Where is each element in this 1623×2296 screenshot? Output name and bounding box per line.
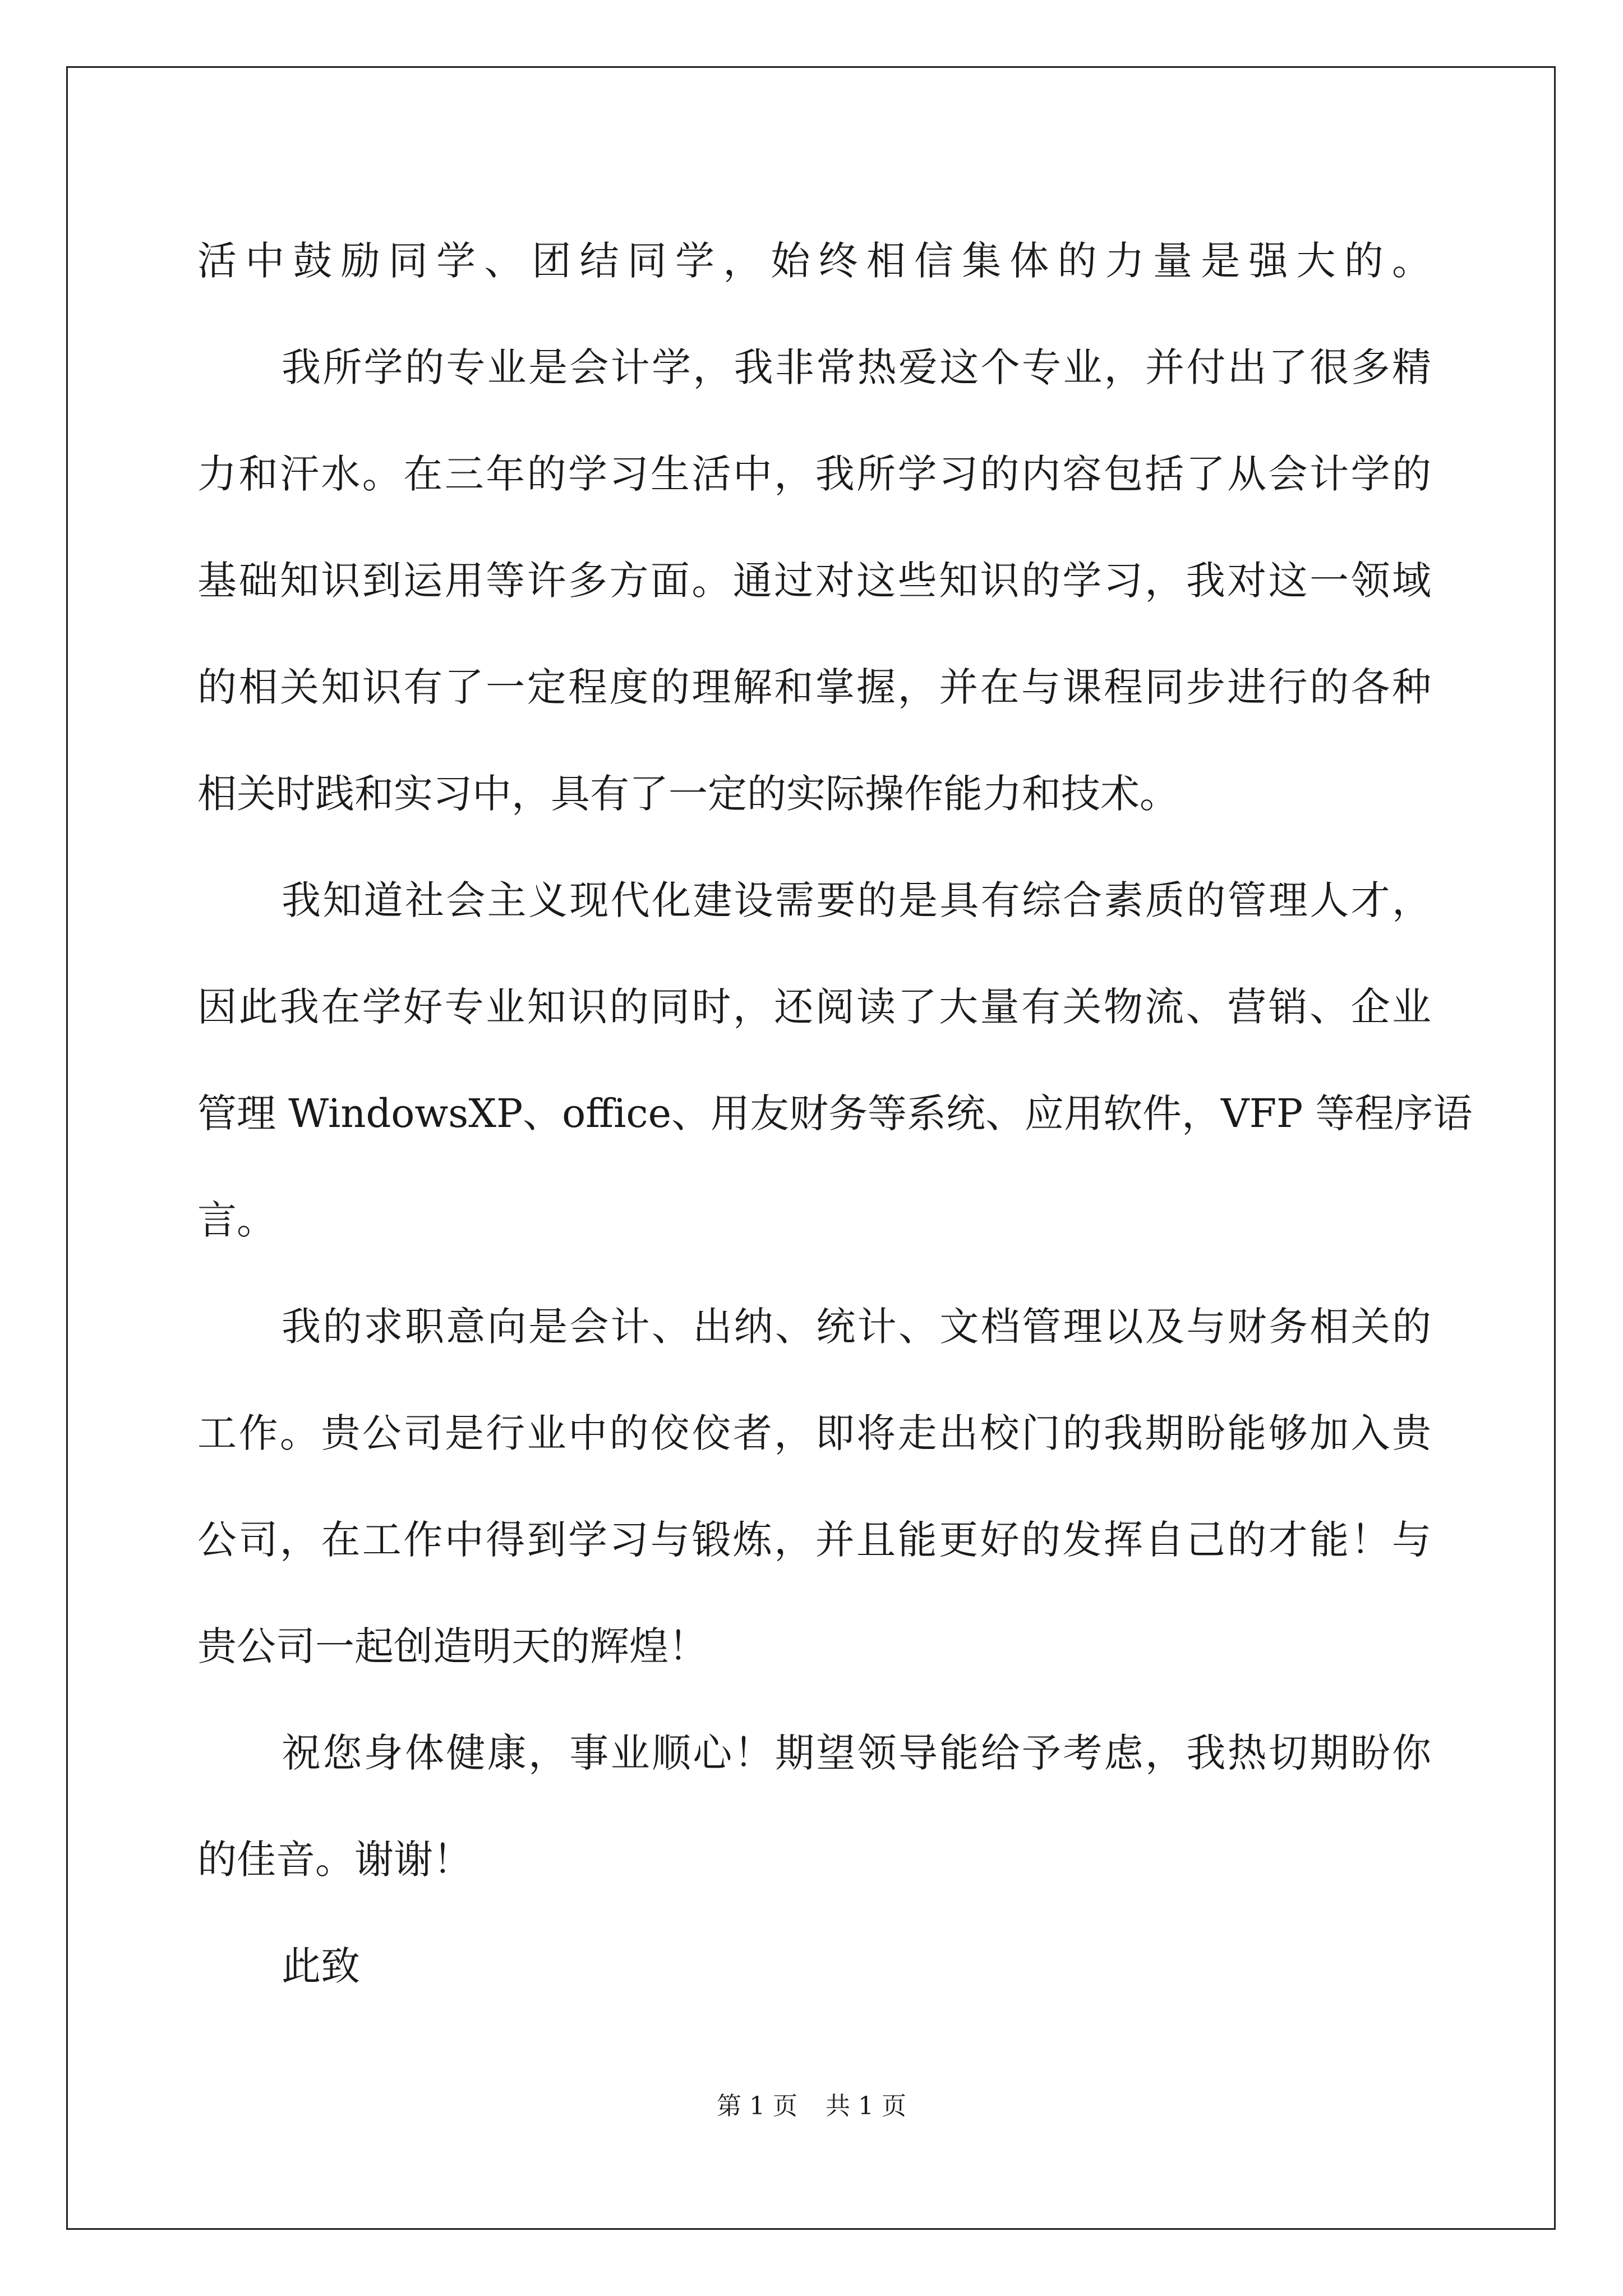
text-line: 活中鼓励同学、团结同学，始终相信集体的力量是强大的。 [197,238,1431,284]
text-line: 因此我在学好专业知识的同时，还阅读了大量有关物流、营销、企业 [197,984,1431,1030]
text-line: 工作。贵公司是行业中的佼佼者，即将走出校门的我期盼能够加入贵 [197,1410,1431,1456]
text-line: 我所学的专业是会计学，我非常热爱这个专业，并付出了很多精 [282,344,1431,390]
page-footer [0,2090,1623,2123]
text-line: 我的求职意向是会计、出纳、统计、文档管理以及与财务相关的 [282,1304,1431,1350]
closing-line: 此致 [282,1943,360,1989]
text-line: 我知道社会主义现代化建设需要的是具有综合素质的管理人才， [282,877,1431,923]
text-line: 力和汗水。在三年的学习生活中，我所学习的内容包括了从会计学的 [197,451,1431,497]
text-line: 的相关知识有了一定程度的理解和掌握，并在与课程同步进行的各种 [197,664,1431,710]
page-number: 第 1 页 [717,2092,797,2120]
text-line: 的佳音。谢谢！ [197,1837,472,1883]
text-line: 言。 [197,1197,276,1243]
text-line: 祝您身体健康，事业顺心！期望领导能给予考虑，我热切期盼你 [282,1730,1431,1776]
text-line: 管理 WindowsXP、office、用友财务等系统、应用软件，VFP 等程序语 [197,1091,1473,1137]
letter-body [197,208,1473,2019]
text-line: 贵公司一起创造明天的辉煌！ [197,1623,708,1669]
text-line: 基础知识到运用等许多方面。通过对这些知识的学习，我对这一领域 [197,558,1431,604]
page-total: 共 1 页 [826,2092,906,2120]
text-line: 公司，在工作中得到学习与锻炼，并且能更好的发挥自己的才能！与 [197,1517,1431,1563]
text-line: 相关时践和实习中，具有了一定的实际操作能力和技术。 [197,771,1179,817]
